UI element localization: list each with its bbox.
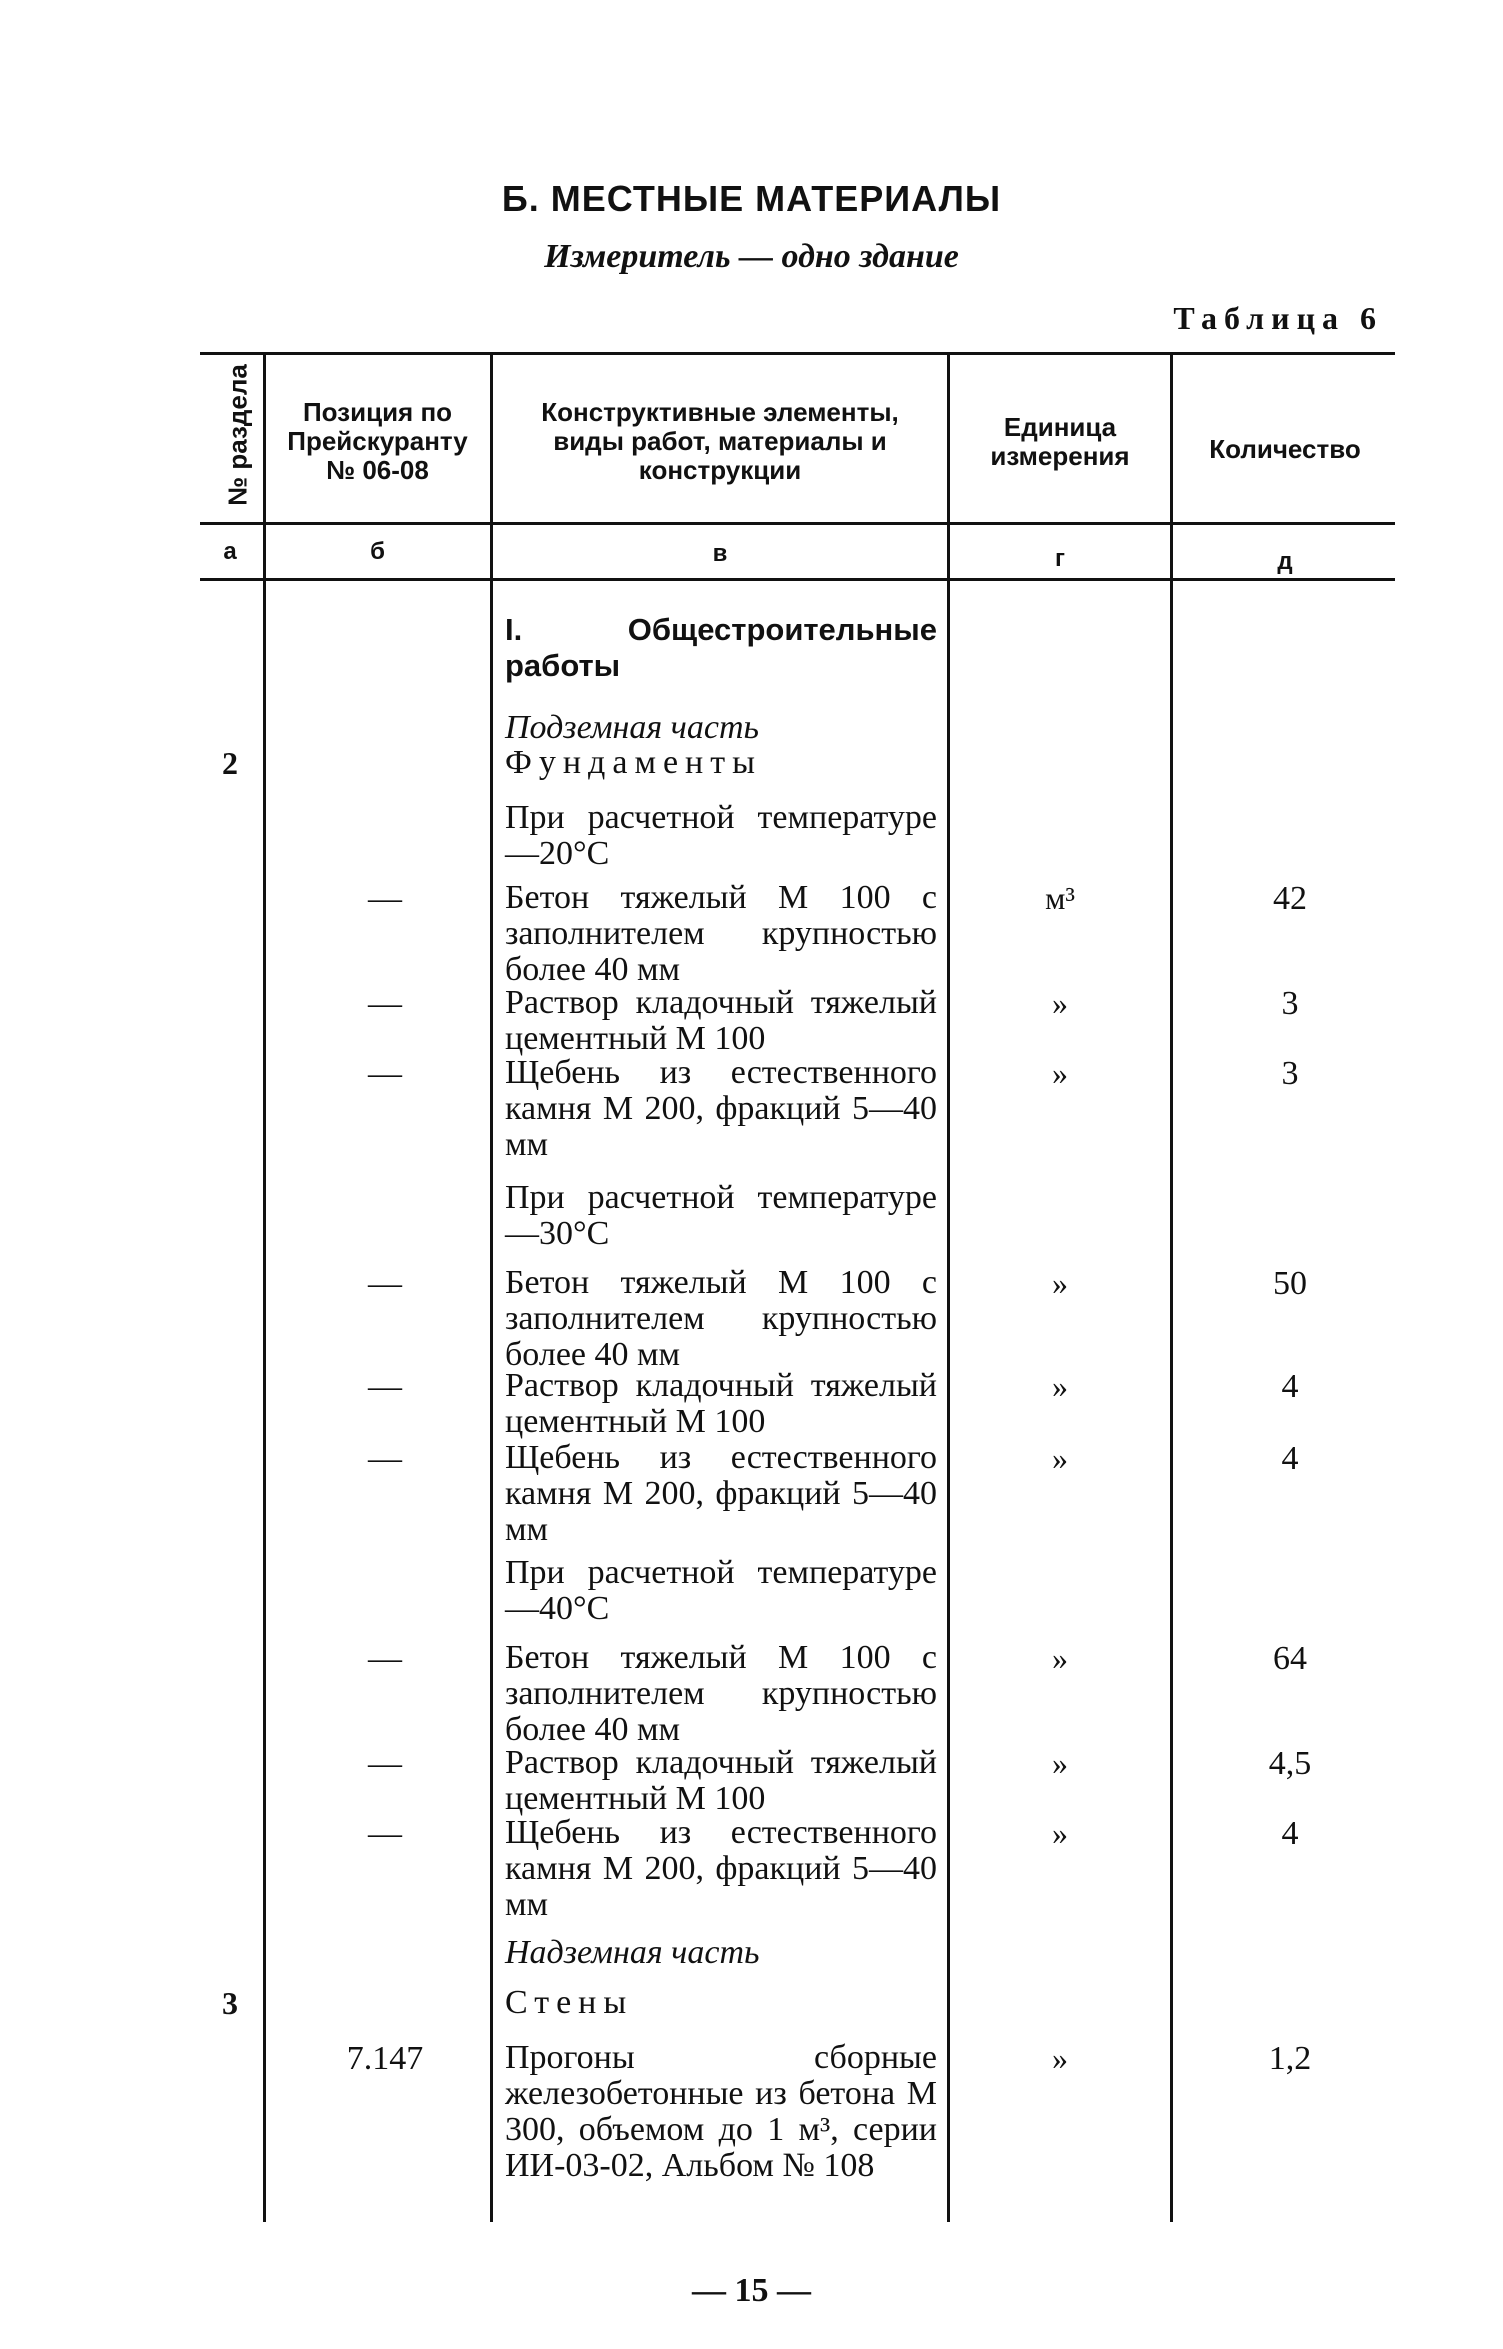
position-cell: —	[368, 1055, 402, 1092]
quantity-cell: 4	[1281, 1815, 1299, 1852]
description-cell: Фундаменты	[505, 744, 762, 781]
description-cell: Бетон тяжелый М 100 с заполнителем крупностью более 40 мм	[505, 1639, 937, 1748]
description-cell: Щебень из естественного камня М 200, фракций 5—40 мм	[505, 1054, 937, 1163]
unit-cell: м³	[1045, 880, 1075, 916]
col-divider-1	[263, 352, 266, 2222]
position-cell: —	[368, 1265, 402, 1302]
table-label: Таблица 6	[1173, 300, 1383, 336]
header-quantity: Количество	[1209, 434, 1361, 464]
description-cell: Щебень из естественного камня М 200, фракций 5—40 мм	[505, 1439, 937, 1548]
description-cell: Бетон тяжелый М 100 с заполнителем крупностью более 40 мм	[505, 879, 937, 988]
description-cell: Прогоны сборные железобетонные из бетона М 300, объемом до 1 м³, серии ИИ-03-02, Альбом № 108	[505, 2039, 937, 2184]
header-section-number: № раздела	[222, 364, 253, 506]
quantity-cell: 64	[1273, 1640, 1307, 1677]
unit-cell: »	[1052, 2040, 1068, 2076]
description-cell: Надземная часть	[505, 1934, 760, 1971]
letter-a: а	[223, 538, 237, 565]
unit-cell: »	[1052, 1745, 1068, 1781]
position-cell: —	[368, 1815, 402, 1852]
description-cell: Бетон тяжелый М 100 с заполнителем крупностью более 40 мм	[505, 1264, 937, 1373]
description-cell: Раствор кладочный тяжелый цементный М 100	[505, 1744, 937, 1817]
letter-v: в	[712, 540, 728, 567]
letter-g: г	[1055, 545, 1065, 572]
description-cell: Раствор кладочный тяжелый цементный М 100	[505, 1367, 937, 1440]
header-elements: Конструктивные элементы, виды работ, материалы и конструкции	[541, 397, 899, 485]
letters-bottom-rule	[200, 578, 1395, 581]
quantity-cell: 3	[1281, 985, 1299, 1022]
section-title: Б. МЕСТНЫЕ МАТЕРИАЛЫ	[501, 178, 1002, 219]
description-cell: I. Общестроительные работы	[505, 612, 937, 683]
position-cell: —	[368, 1745, 402, 1782]
position-cell: —	[368, 1368, 402, 1405]
header-bottom-rule	[200, 522, 1395, 525]
quantity-cell: 50	[1273, 1265, 1307, 1302]
description-cell: Щебень из естественного камня М 200, фракций 5—40 мм	[505, 1814, 937, 1923]
unit-cell: »	[1052, 1815, 1068, 1851]
unit-cell: »	[1052, 1368, 1068, 1404]
measure-subtitle: Измеритель — одно здание	[544, 238, 959, 275]
letter-b: б	[370, 538, 385, 565]
description-cell: Раствор кладочный тяжелый цементный М 100	[505, 984, 937, 1057]
position-cell: —	[368, 1640, 402, 1677]
section-number: 2	[222, 745, 238, 781]
quantity-cell: 4,5	[1268, 1745, 1312, 1782]
page-number: — 15 —	[692, 2272, 811, 2309]
unit-cell: »	[1052, 1440, 1068, 1476]
col-divider-2	[490, 352, 493, 2222]
letter-d: д	[1277, 548, 1293, 575]
header-unit: Единица измерения	[990, 412, 1130, 471]
header-position: Позиция по Прейскуранту № 06-08	[287, 397, 468, 485]
quantity-cell: 1,2	[1268, 2040, 1312, 2077]
description-cell: Подземная часть	[505, 709, 760, 746]
unit-cell: »	[1052, 1265, 1068, 1301]
quantity-cell: 3	[1281, 1055, 1299, 1092]
position-cell: 7.147	[346, 2040, 424, 2077]
quantity-cell: 4	[1281, 1368, 1299, 1405]
unit-cell: »	[1052, 1055, 1068, 1091]
quantity-cell: 42	[1273, 880, 1307, 917]
col-divider-4	[1170, 352, 1173, 2222]
position-cell: —	[368, 1440, 402, 1477]
position-cell: —	[368, 880, 402, 917]
description-cell: Стены	[505, 1984, 634, 2021]
description-cell: При расчетной температуре —40°С	[505, 1554, 937, 1627]
unit-cell: »	[1052, 1640, 1068, 1676]
quantity-cell: 4	[1281, 1440, 1299, 1477]
description-cell: При расчетной температуре —20°С	[505, 799, 937, 872]
position-cell: —	[368, 985, 402, 1022]
col-divider-3	[947, 352, 950, 2222]
unit-cell: »	[1052, 985, 1068, 1021]
description-cell: При расчетной температуре —30°С	[505, 1179, 937, 1252]
section-number: 3	[222, 1985, 238, 2021]
table-top-rule	[200, 352, 1395, 355]
